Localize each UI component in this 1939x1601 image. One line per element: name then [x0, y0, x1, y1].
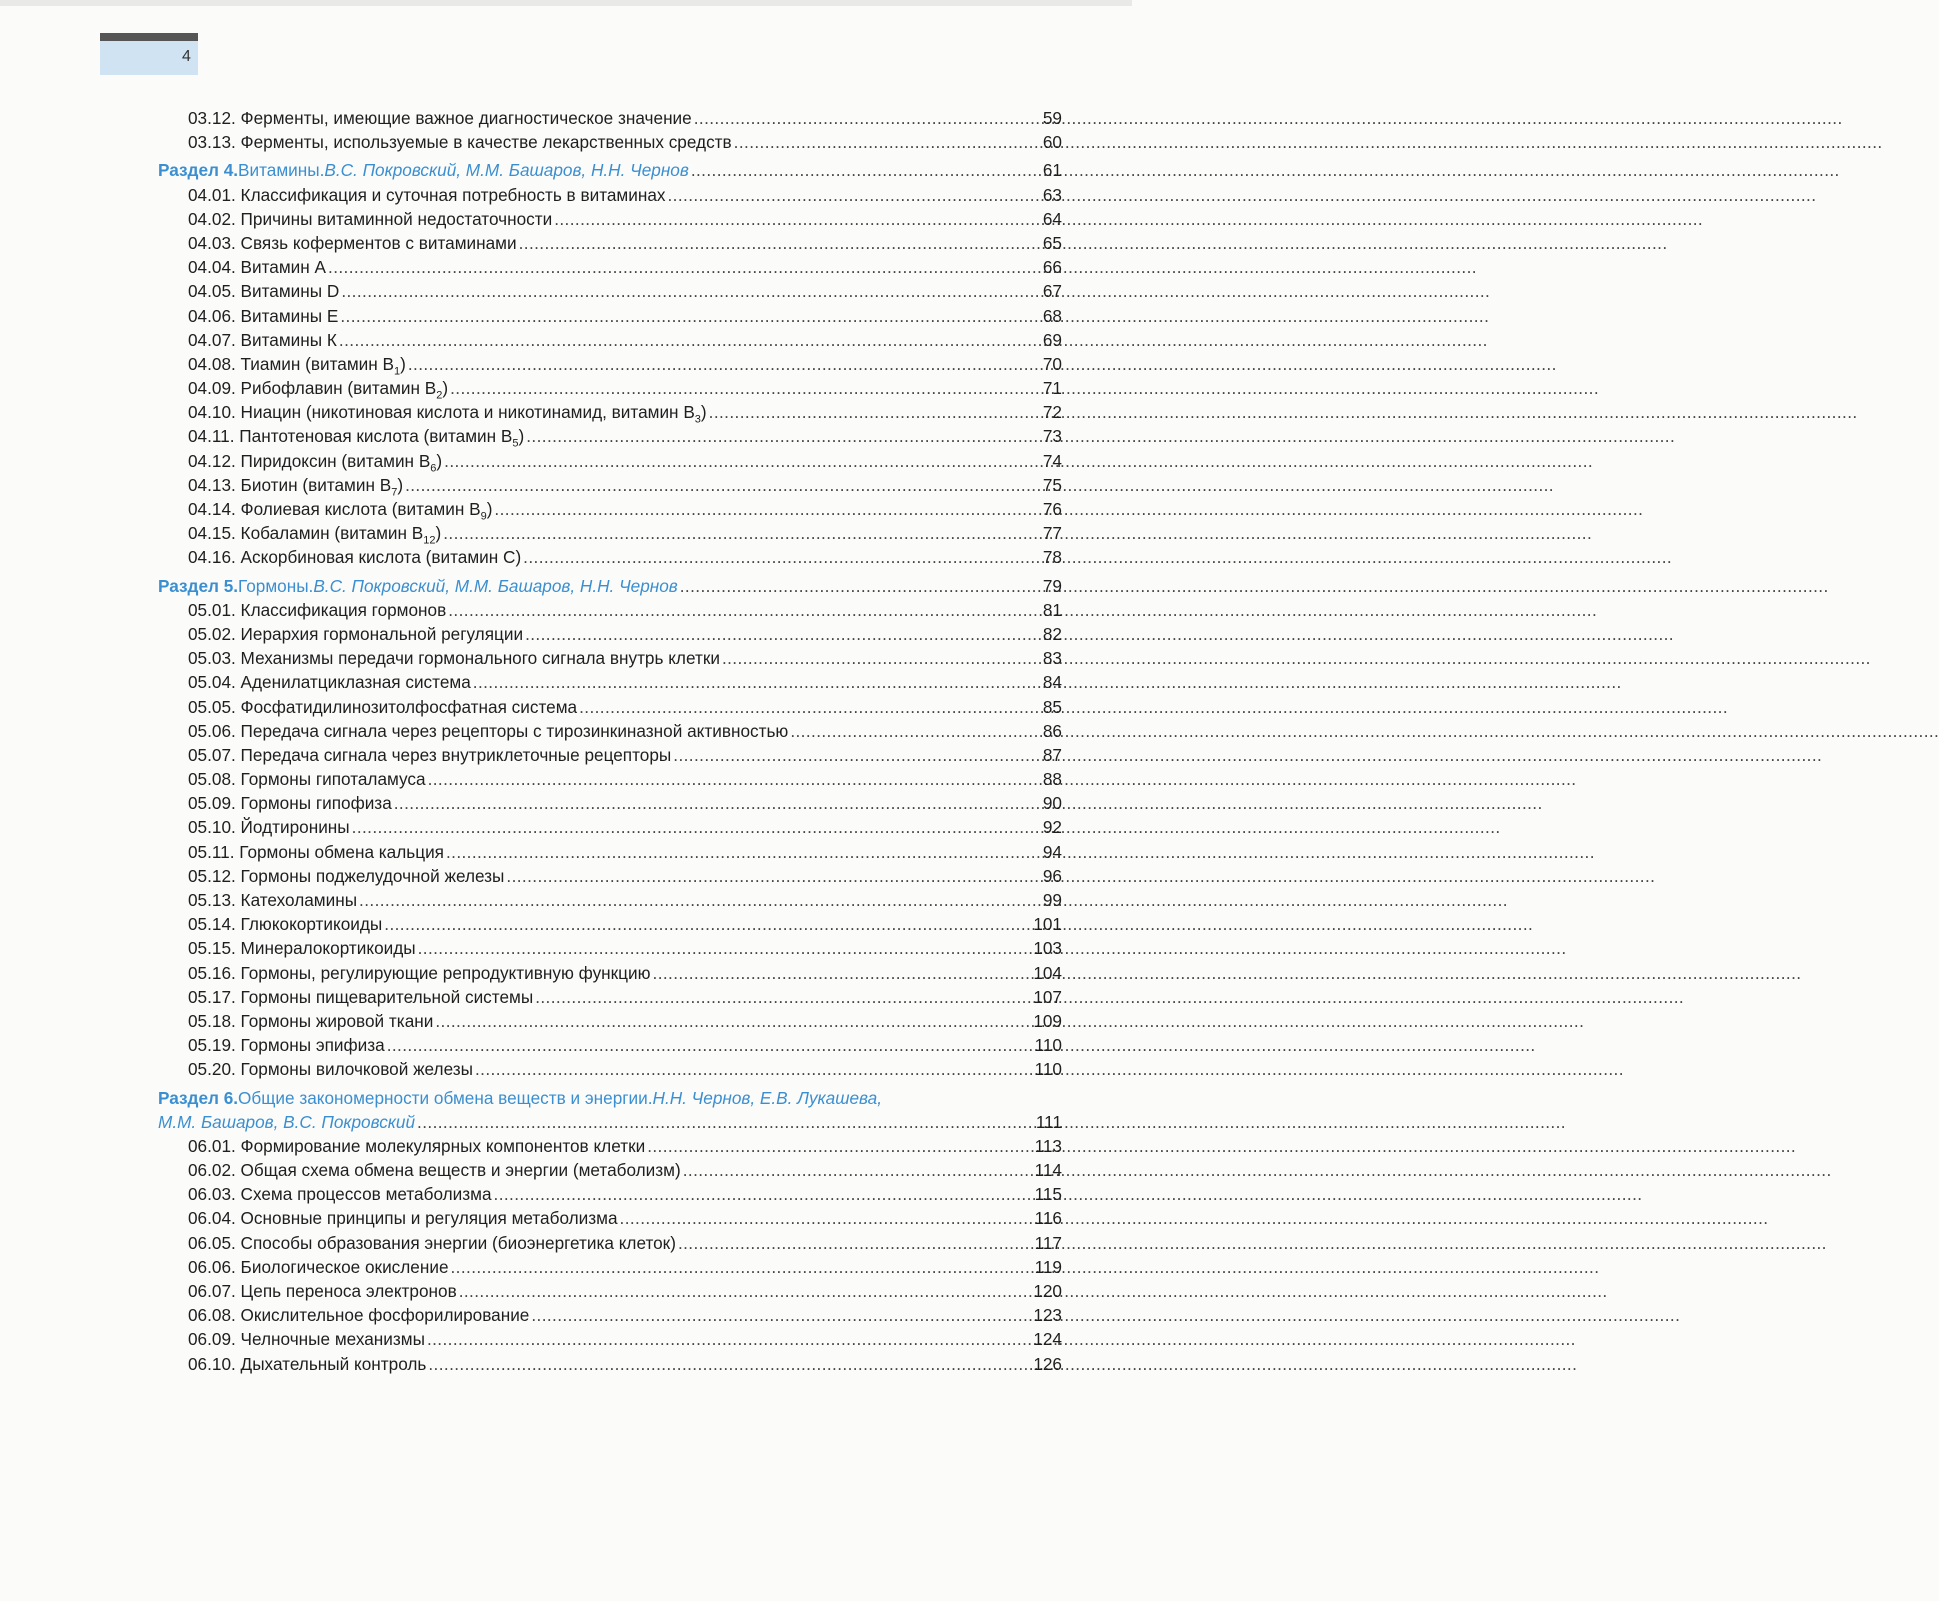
toc-entry-title: 05.10. Йодтиронины	[188, 817, 350, 838]
toc-entry	[158, 1303, 1062, 1327]
toc-entry	[158, 840, 1062, 864]
dot-leader	[709, 400, 1034, 424]
toc-entry-title: 04.04. Витамин А	[188, 257, 327, 278]
toc-page-number: 110	[1034, 1059, 1062, 1080]
dot-leader	[384, 912, 1031, 936]
dot-leader	[673, 743, 1034, 767]
toc-page-number: 123	[1033, 1305, 1062, 1326]
dot-leader	[519, 231, 1034, 255]
toc-page-number: 104	[1033, 962, 1062, 983]
toc-entry-title: 05.07. Передача сигнала через внутриклеточные рецепторы	[188, 744, 672, 765]
toc-entry	[158, 424, 1062, 448]
toc-page-number: 101	[1033, 914, 1062, 935]
toc-entry-title: 05.02. Иерархия гормональной регуляции	[188, 623, 524, 644]
toc-entry	[158, 1206, 1062, 1230]
dot-leader	[418, 936, 1032, 960]
toc-page-number: 84	[1042, 672, 1062, 693]
toc-entry-title: 05.05. Фосфатидилинозитолфосфатная система	[188, 696, 578, 717]
toc-page-number: 67	[1042, 281, 1062, 302]
toc-entry	[158, 646, 1062, 670]
toc-entry-title: 05.01. Классификация гормонов	[188, 599, 447, 620]
toc-entry-title: 06.06. Биологическое окисление	[188, 1256, 449, 1277]
page-number: 4	[182, 48, 191, 65]
dot-leader	[494, 497, 1034, 521]
section-authors: В.С. Покровский, М.М. Башаров, Н.Н. Чернов	[324, 160, 689, 181]
toc-page-number: 78	[1042, 547, 1062, 568]
dot-leader	[734, 130, 1034, 154]
dot-leader	[450, 376, 1034, 400]
toc-entry	[158, 1352, 1062, 1376]
toc-entry-title: 05.03. Механизмы передачи гормонального сигнала внутрь клетки	[188, 648, 720, 669]
toc-page-number: 92	[1042, 817, 1062, 838]
toc-entry	[158, 1134, 1062, 1158]
dot-leader	[417, 1110, 1034, 1134]
toc-entry-title: 04.10. Ниацин (никотиновая кислота и никотинамид, витамин $B_3$)	[188, 402, 707, 426]
toc-entry	[158, 1057, 1062, 1081]
dot-leader	[506, 864, 1034, 888]
toc-page-number: 124	[1033, 1329, 1062, 1350]
toc-page-number: 77	[1042, 523, 1062, 544]
dot-leader	[387, 1033, 1033, 1057]
dot-leader	[554, 207, 1034, 231]
toc-entry	[158, 497, 1062, 521]
toc-page-number: 75	[1042, 474, 1062, 495]
toc-page-number: 83	[1042, 648, 1062, 669]
toc-entry-title: 04.08. Тиамин (витамин $B_1$)	[188, 353, 406, 378]
toc-entry-title: 05.19. Гормоны эпифиза	[188, 1035, 385, 1056]
toc-page-number: 117	[1034, 1232, 1062, 1253]
section-title: Общие закономерности обмена веществ и энергии.	[238, 1087, 653, 1108]
toc-entry-title: 04.16. Аскорбиновая кислота (витамин С)	[188, 547, 522, 568]
dot-leader	[359, 888, 1034, 912]
dot-leader	[683, 1158, 1033, 1182]
dot-leader	[680, 574, 1034, 598]
dot-leader	[451, 1255, 1033, 1279]
toc-page-number: 70	[1042, 353, 1062, 374]
toc-entry	[158, 888, 1062, 912]
toc-entry	[158, 130, 1062, 154]
toc-entry	[158, 545, 1062, 569]
toc-entry-title: 05.12. Гормоны поджелудочной железы	[188, 865, 505, 886]
toc-page-number: 107	[1033, 986, 1062, 1007]
toc-entry-title: 05.08. Гормоны гипоталамуса	[188, 769, 426, 790]
dot-leader	[435, 1009, 1031, 1033]
toc-entry-title: 05.14. Глюкокортикоиды	[188, 914, 383, 935]
toc-entry	[158, 719, 1062, 743]
toc-page-number: 81	[1042, 599, 1062, 620]
toc-entry	[158, 961, 1062, 985]
toc-page-number: 60	[1042, 132, 1062, 153]
toc-page-number: 113	[1034, 1135, 1062, 1156]
dot-leader	[473, 670, 1034, 694]
toc-entry-title: 04.15. Кобаламин (витамин $B_{12}$)	[188, 523, 442, 547]
toc-page-number: 69	[1042, 329, 1062, 350]
toc-entry	[158, 279, 1062, 303]
toc-entry-title: 06.10. Дыхательный контроль	[188, 1353, 427, 1374]
toc-page-number: 126	[1033, 1353, 1062, 1374]
toc-entry-title: 03.13. Ферменты, используемые в качестве лекарственных средств	[188, 132, 732, 153]
toc-entry	[158, 622, 1062, 646]
toc-entry	[158, 936, 1062, 960]
toc-entry-title: 04.13. Биотин (витамин $B_7$)	[188, 474, 404, 499]
dot-leader	[694, 106, 1034, 130]
section-label: Раздел 6.	[158, 1087, 239, 1108]
toc-entry	[158, 695, 1062, 719]
dot-leader	[494, 1182, 1033, 1206]
section-title: Витамины.	[238, 160, 325, 181]
toc-page-number: 90	[1042, 793, 1062, 814]
toc-entry	[158, 743, 1062, 767]
toc-entry-title: 06.05. Способы образования энергии (биоэнергетика клеток)	[188, 1232, 676, 1253]
toc-entry-title: 05.18. Гормоны жировой ткани	[188, 1010, 434, 1031]
dot-leader	[620, 1206, 1033, 1230]
toc-page-number: 71	[1042, 378, 1062, 399]
dot-leader	[405, 473, 1034, 497]
toc-entry	[158, 376, 1062, 400]
dot-leader	[678, 1231, 1033, 1255]
section-label: Раздел 4.	[158, 160, 239, 181]
toc-entry-title: 04.07. Витамины К	[188, 329, 337, 350]
toc-entry-title: 05.13. Катехоламины	[188, 890, 358, 910]
dot-leader	[352, 815, 1034, 839]
toc-entry	[158, 791, 1062, 815]
toc-entry-title: 06.07. Цепь переноса электронов	[188, 1281, 457, 1301]
dot-leader	[448, 598, 1034, 622]
toc-page-number: 111	[1035, 1111, 1062, 1132]
toc-page-number: 96	[1042, 865, 1062, 886]
toc-entry-title: 05.16. Гормоны, регулирующие репродуктивную функцию	[188, 962, 651, 983]
dot-leader	[444, 449, 1034, 473]
dot-leader	[341, 279, 1034, 303]
toc-page-number: 73	[1042, 426, 1062, 447]
toc-page-number: 85	[1042, 696, 1062, 717]
toc-entry-title: 04.01. Классификация и суточная потребность в витаминах	[188, 184, 666, 205]
dot-leader	[408, 352, 1034, 376]
toc-page-number: 119	[1034, 1256, 1062, 1277]
toc-entry-title: 06.02. Общая схема обмена веществ и энергии (метаболизм)	[188, 1160, 681, 1181]
dot-leader	[579, 695, 1034, 719]
table-of-contents	[158, 106, 1062, 1376]
toc-entry-title: 05.09. Гормоны гипофиза	[188, 793, 392, 814]
toc-entry	[158, 670, 1062, 694]
toc-page-number: 76	[1042, 499, 1062, 519]
toc-entry	[158, 1327, 1062, 1351]
toc-entry	[158, 521, 1062, 545]
toc-entry-title: 06.01. Формирование молекулярных компонентов клетки	[188, 1135, 646, 1156]
toc-page-number: 79	[1042, 575, 1062, 596]
toc-entry-title: 05.06. Передача сигнала через рецепторы с тирозинкиназной активностью	[188, 720, 789, 741]
toc-entry-title: 03.12. Ферменты, имеющие важное диагностическое значение	[188, 108, 692, 128]
toc-page-number: 120	[1033, 1281, 1062, 1301]
toc-page-number: 94	[1042, 841, 1062, 862]
toc-entry-title: 06.03. Схема процессов метаболизма	[188, 1184, 492, 1205]
toc-entry-title: 05.04. Аденилатциклазная система	[188, 672, 471, 693]
dot-leader	[459, 1279, 1032, 1303]
toc-entry	[158, 1158, 1062, 1182]
toc-entry	[158, 864, 1062, 888]
toc-entry	[158, 473, 1062, 497]
dot-leader	[339, 328, 1034, 352]
toc-entry	[158, 255, 1062, 279]
toc-entry-title: 06.08. Окислительное фосфорилирование	[188, 1305, 530, 1326]
dot-leader	[668, 183, 1035, 207]
toc-page-number: 82	[1042, 623, 1062, 644]
toc-entry	[158, 815, 1062, 839]
toc-entry	[158, 304, 1062, 328]
toc-entry	[158, 912, 1062, 936]
toc-entry-title: 04.11. Пантотеновая кислота (витамин $B_5$)	[188, 426, 525, 450]
toc-entry-title: 06.09. Челночные механизмы	[188, 1329, 425, 1350]
toc-page-number: 65	[1042, 232, 1062, 253]
dot-leader	[443, 521, 1034, 545]
section-label: Раздел 5.	[158, 575, 239, 596]
toc-entry-title: 04.14. Фолиевая кислота (витамин $B_9$)	[188, 499, 493, 523]
toc-entry-title: 04.12. Пиридоксин (витамин $B_6$)	[188, 450, 443, 475]
section-authors: В.С. Покровский, М.М. Башаров, Н.Н. Чернов	[313, 575, 678, 596]
page-top-edge	[0, 0, 1132, 6]
toc-section-heading	[158, 158, 1062, 182]
toc-page-number: 63	[1042, 184, 1062, 205]
toc-page-number: 72	[1042, 402, 1062, 423]
dot-leader	[535, 985, 1031, 1009]
dot-leader	[428, 1352, 1031, 1376]
toc-page-number: 64	[1042, 208, 1062, 229]
dot-leader	[428, 767, 1034, 791]
toc-section-heading	[158, 1086, 1062, 1110]
section-authors-cont: М.М. Башаров, В.С. Покровский	[158, 1111, 416, 1132]
toc-entry	[158, 106, 1062, 130]
toc-page-number: 115	[1034, 1184, 1062, 1205]
toc-entry-title: 05.15. Минералокортикоиды	[188, 938, 416, 959]
dot-leader	[647, 1134, 1032, 1158]
toc-entry-title: 04.02. Причины витаминной недостаточности	[188, 208, 553, 229]
toc-entry	[158, 400, 1062, 424]
toc-page-number: 99	[1042, 890, 1062, 910]
toc-entry	[158, 598, 1062, 622]
dot-leader	[427, 1327, 1031, 1351]
toc-entry	[158, 985, 1062, 1009]
toc-page-number: 68	[1042, 305, 1062, 326]
toc-entry-title: 05.17. Гормоны пищеварительной системы	[188, 986, 534, 1007]
toc-entry-title: 04.09. Рибофлавин (витамин $B_2$)	[188, 378, 449, 402]
toc-page-number: 74	[1042, 450, 1062, 471]
toc-entry	[158, 1182, 1062, 1206]
toc-page-number: 66	[1042, 257, 1062, 278]
toc-page-number: 116	[1034, 1208, 1062, 1229]
toc-section-heading-cont	[158, 1110, 1062, 1134]
toc-entry	[158, 767, 1062, 791]
dot-leader	[328, 255, 1034, 279]
dot-leader	[691, 158, 1034, 182]
toc-page-number: 86	[1042, 720, 1062, 741]
toc-entry	[158, 1255, 1062, 1279]
toc-entry	[158, 449, 1062, 473]
toc-entry	[158, 1279, 1062, 1303]
toc-section-heading	[158, 574, 1062, 598]
dot-leader	[531, 1303, 1031, 1327]
toc-entry-title: 04.03. Связь коферментов с витаминами	[188, 232, 517, 253]
toc-entry	[158, 1033, 1062, 1057]
dot-leader	[446, 840, 1034, 864]
toc-page-number: 114	[1034, 1160, 1062, 1181]
toc-page-number: 110	[1034, 1035, 1062, 1056]
toc-page-number: 59	[1042, 108, 1062, 128]
toc-entry-title: 05.11. Гормоны обмена кальция	[188, 841, 444, 862]
toc-page-number: 87	[1042, 744, 1062, 765]
toc-entry	[158, 231, 1062, 255]
dot-leader	[790, 719, 1034, 743]
toc-page-number: 61	[1042, 160, 1062, 181]
toc-entry-title: 04.06. Витамины E	[188, 305, 339, 326]
dot-leader	[526, 424, 1034, 448]
dot-leader	[340, 304, 1034, 328]
toc-entry	[158, 183, 1062, 207]
toc-entry	[158, 352, 1062, 376]
section-title: Гормоны.	[238, 575, 314, 596]
toc-entry	[158, 207, 1062, 231]
dot-leader	[525, 622, 1034, 646]
toc-entry	[158, 1231, 1062, 1255]
toc-page-number: 103	[1033, 938, 1062, 959]
dot-leader	[722, 646, 1034, 670]
toc-page-number: 109	[1033, 1010, 1062, 1031]
section-authors: Н.Н. Чернов, Е.В. Лукашева,	[652, 1087, 882, 1108]
toc-entry-title: 06.04. Основные принципы и регуляция метаболизма	[188, 1208, 618, 1229]
dot-leader	[394, 791, 1034, 815]
dot-leader	[653, 961, 1032, 985]
toc-entry	[158, 328, 1062, 352]
dot-leader	[475, 1057, 1033, 1081]
toc-entry	[158, 1009, 1062, 1033]
toc-page-number: 88	[1042, 769, 1062, 790]
toc-entry-title: 04.05. Витамины D	[188, 281, 340, 302]
dot-leader	[523, 545, 1034, 569]
toc-entry-title: 05.20. Гормоны вилочковой железы	[188, 1059, 473, 1080]
